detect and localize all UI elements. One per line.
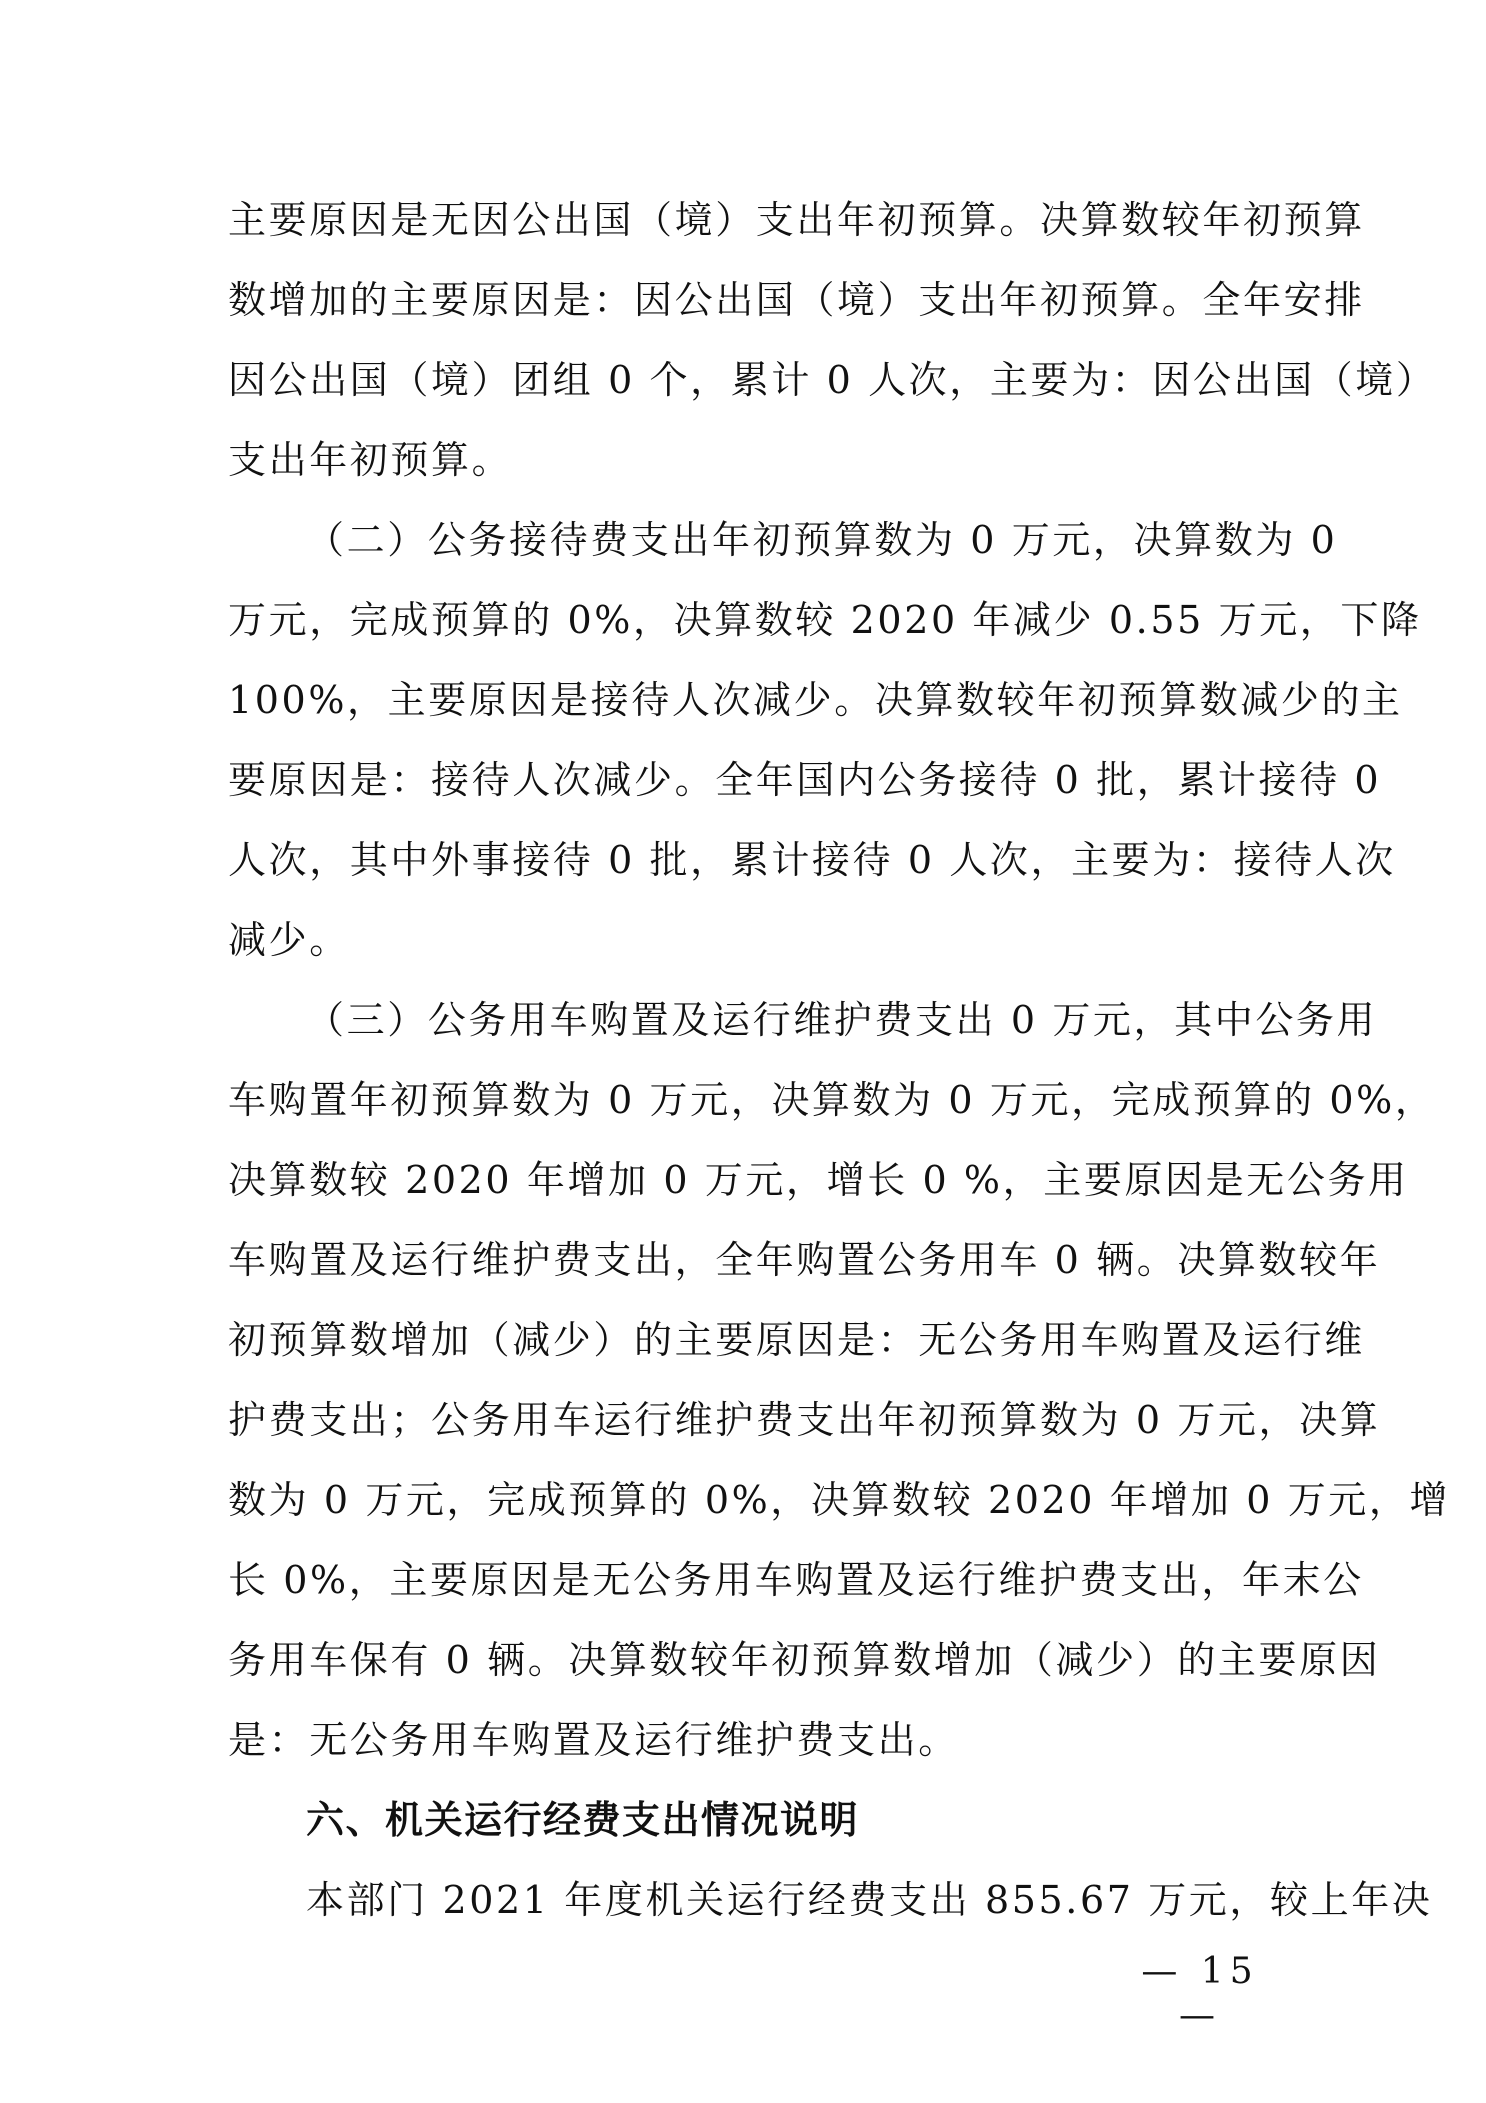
body-text-line: 数为 0 万元，完成预算的 0%，决算数较 2020 年增加 0 万元，增 xyxy=(228,1478,1451,1522)
body-text-line: 车购置年初预算数为 0 万元，决算数为 0 万元，完成预算的 0%， xyxy=(228,1078,1436,1122)
body-text-line: 决算数较 2020 年增加 0 万元，增长 0 %，主要原因是无公务用 xyxy=(228,1158,1409,1202)
body-text-line: 数增加的主要原因是：因公出国（境）支出年初预算。全年安排 xyxy=(228,278,1365,322)
body-text-line: 支出年初预算。 xyxy=(228,438,513,482)
body-text-line: 100%，主要原因是接待人次减少。决算数较年初预算数减少的主 xyxy=(228,678,1403,722)
page-number: — 15 — xyxy=(1141,1951,1259,2036)
body-text-line: 万元，完成预算的 0%，决算数较 2020 年减少 0.55 万元，下降 xyxy=(228,598,1422,642)
body-text-line: 是：无公务用车购置及运行维护费支出。 xyxy=(228,1718,959,1762)
body-text-line: 初预算数增加（减少）的主要原因是：无公务用车购置及运行维 xyxy=(228,1318,1365,1362)
body-text-line: 车购置及运行维护费支出，全年购置公务用车 0 辆。决算数较年 xyxy=(228,1238,1381,1282)
body-text-line: 长 0%，主要原因是无公务用车购置及运行维护费支出，年末公 xyxy=(228,1558,1364,1602)
body-text-line: 务用车保有 0 辆。决算数较年初预算数增加（减少）的主要原因 xyxy=(228,1638,1381,1682)
body-text-line: 护费支出；公务用车运行维护费支出年初预算数为 0 万元，决算 xyxy=(228,1398,1381,1442)
body-text-line: 减少。 xyxy=(228,918,350,962)
body-text-line: 人次，其中外事接待 0 批，累计接待 0 人次，主要为：接待人次 xyxy=(228,838,1396,882)
paragraph-start-line: 本部门 2021 年度机关运行经费支出 855.67 万元，较上年决 xyxy=(306,1878,1433,1922)
paragraph-start-line: （二）公务接待费支出年初预算数为 0 万元，决算数为 0 xyxy=(306,518,1338,562)
paragraph-start-line: （三）公务用车购置及运行维护费支出 0 万元，其中公务用 xyxy=(306,998,1378,1042)
body-text-line: 因公出国（境）团组 0 个，累计 0 人次，主要为：因公出国（境） xyxy=(228,358,1437,402)
section-heading: 六、机关运行经费支出情况说明 xyxy=(306,1798,860,1842)
body-text-line: 主要原因是无因公出国（境）支出年初预算。决算数较年初预算 xyxy=(228,198,1365,242)
body-text-line: 要原因是：接待人次减少。全年国内公务接待 0 批，累计接待 0 xyxy=(228,758,1382,802)
